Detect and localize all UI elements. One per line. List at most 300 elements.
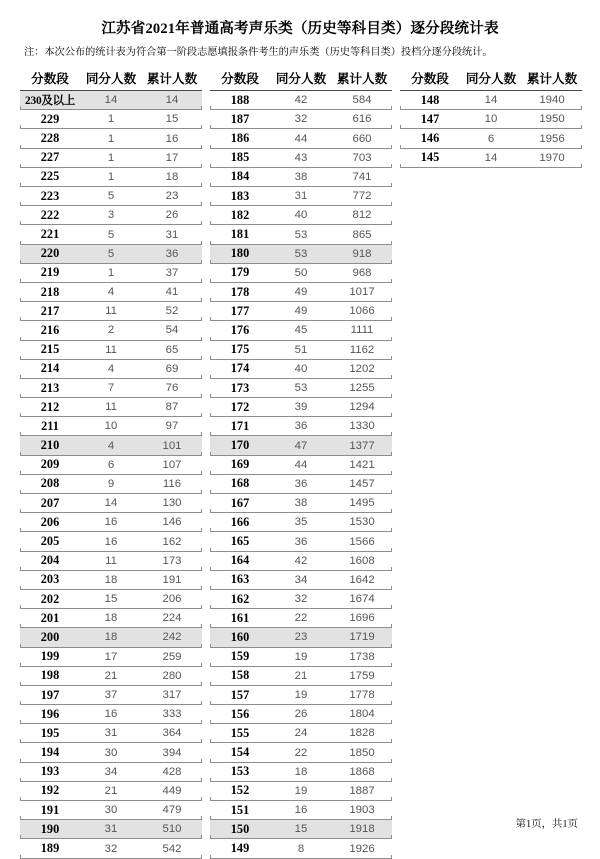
cell-same-score-count: 14: [484, 151, 498, 164]
table-row: [210, 513, 392, 532]
cell-cumulative-count: 97: [165, 420, 179, 433]
cell-same-score-count: 51: [294, 343, 308, 356]
cell-same-score-count: 6: [487, 132, 495, 145]
header-score-range: 分数段: [31, 72, 69, 87]
cell-cumulative-count: 18: [165, 170, 179, 183]
table-row: [20, 820, 202, 839]
cell-score-range: 201: [40, 610, 60, 625]
table-row: [20, 398, 202, 417]
table-row: [210, 820, 392, 839]
cell-score-range: 188: [230, 92, 250, 107]
cell-cumulative-count: 428: [162, 765, 182, 778]
table-row: [20, 91, 202, 110]
cell-score-range: 156: [230, 706, 250, 721]
cell-cumulative-count: 37: [165, 266, 179, 279]
cell-score-range: 197: [40, 687, 60, 702]
cell-score-range: 208: [40, 476, 60, 491]
header-same-score-count: 同分人数: [85, 72, 137, 87]
cell-cumulative-count: 1530: [349, 516, 375, 529]
cell-score-range: 190: [40, 821, 60, 836]
score-column-group: [206, 68, 396, 859]
table-row: [20, 782, 202, 801]
cell-cumulative-count: 1970: [539, 151, 565, 164]
cell-cumulative-count: 865: [352, 228, 372, 241]
table-row: [20, 149, 202, 168]
table-row: [210, 264, 392, 283]
cell-same-score-count: 22: [294, 746, 308, 759]
cell-same-score-count: 19: [294, 689, 308, 701]
cell-score-range: 210: [40, 438, 60, 453]
cell-same-score-count: 22: [294, 612, 308, 625]
table-row: [210, 360, 392, 379]
cell-score-range: 227: [40, 150, 60, 165]
cell-same-score-count: 53: [294, 382, 308, 394]
cell-same-score-count: 18: [104, 631, 118, 644]
cell-score-range: 178: [230, 284, 250, 299]
table-row: [20, 513, 202, 532]
cell-same-score-count: 11: [105, 343, 117, 356]
cell-score-range: 195: [40, 725, 60, 740]
cell-cumulative-count: 162: [162, 535, 182, 548]
cell-cumulative-count: 741: [352, 170, 372, 183]
cell-cumulative-count: 1377: [349, 439, 375, 452]
score-column-group: [396, 68, 586, 168]
cell-same-score-count: 9: [107, 477, 115, 490]
table-row: [20, 494, 202, 513]
table-row: [210, 341, 392, 360]
cell-score-range: 151: [230, 802, 250, 817]
cell-score-range: 160: [230, 629, 250, 644]
cell-same-score-count: 11: [105, 305, 117, 318]
cell-same-score-count: 21: [104, 669, 118, 682]
header-same-score-count: 同分人数: [465, 72, 517, 87]
table-row: [210, 494, 392, 513]
table-row: [400, 91, 582, 110]
cell-score-range: 179: [230, 265, 250, 280]
table-row: [20, 225, 202, 244]
cell-score-range: 191: [40, 802, 60, 817]
cell-cumulative-count: 394: [162, 746, 182, 759]
cell-same-score-count: 34: [104, 765, 118, 778]
cell-same-score-count: 43: [294, 151, 308, 164]
table-row: [210, 782, 392, 801]
cell-cumulative-count: 1887: [349, 784, 375, 797]
cell-same-score-count: 49: [294, 305, 308, 318]
table-row: [210, 206, 392, 225]
cell-cumulative-count: 1828: [349, 727, 375, 740]
table-row: [210, 302, 392, 321]
cell-score-range: 222: [40, 207, 60, 222]
cell-cumulative-count: 1850: [349, 746, 375, 759]
cell-same-score-count: 44: [294, 132, 308, 145]
header-score-range: 分数段: [221, 72, 259, 87]
column-header-row: [20, 68, 202, 91]
cell-score-range: 193: [40, 764, 60, 779]
table-row: [20, 110, 202, 129]
cell-score-range: 170: [230, 438, 250, 453]
cell-score-range: 171: [230, 418, 250, 433]
cell-score-range: 149: [230, 841, 250, 855]
cell-cumulative-count: 1674: [349, 593, 375, 606]
cell-score-range: 168: [230, 476, 250, 491]
cell-same-score-count: 18: [294, 765, 308, 778]
cell-score-range: 211: [41, 418, 59, 433]
cell-cumulative-count: 259: [162, 650, 182, 663]
score-rows: [210, 91, 392, 859]
cell-same-score-count: 1: [107, 151, 115, 164]
header-cumulative-count: 累计人数: [526, 72, 578, 87]
cell-score-range: 205: [40, 534, 60, 548]
table-row: [210, 686, 392, 705]
table-row: [210, 91, 392, 110]
cell-cumulative-count: 76: [165, 382, 179, 394]
cell-score-range: 174: [230, 361, 250, 376]
cell-cumulative-count: 1330: [349, 420, 375, 433]
cell-score-range: 216: [40, 322, 60, 337]
cell-score-range: 212: [40, 399, 60, 414]
cell-cumulative-count: 1642: [349, 573, 375, 586]
cell-cumulative-count: 1778: [349, 689, 375, 701]
cell-score-range: 214: [40, 361, 60, 376]
table-row: [210, 379, 392, 398]
cell-score-range: 213: [40, 380, 60, 395]
cell-score-range: 173: [230, 380, 250, 395]
cell-score-range: 153: [230, 764, 250, 779]
cell-same-score-count: 53: [294, 228, 308, 241]
cell-same-score-count: 3: [107, 209, 115, 222]
table-row: [20, 552, 202, 571]
cell-score-range: 172: [230, 399, 250, 414]
table-row: [210, 590, 392, 609]
table-row: [20, 187, 202, 206]
cell-same-score-count: 15: [104, 593, 118, 606]
cell-same-score-count: 4: [107, 286, 115, 299]
table-row: [20, 245, 202, 264]
table-row: [20, 206, 202, 225]
table-row: [20, 321, 202, 340]
cell-cumulative-count: 1566: [349, 535, 375, 548]
cell-same-score-count: 37: [104, 689, 118, 701]
cell-cumulative-count: 542: [162, 842, 182, 855]
cell-score-range: 206: [40, 514, 60, 529]
table-row: [20, 417, 202, 436]
cell-cumulative-count: 14: [165, 94, 179, 107]
table-row: [210, 187, 392, 206]
cell-score-range: 204: [40, 553, 60, 568]
table-row: [20, 436, 202, 455]
cell-same-score-count: 16: [294, 804, 308, 817]
cell-score-range: 155: [230, 725, 250, 740]
cell-score-range: 215: [40, 342, 60, 357]
table-row: [20, 724, 202, 743]
cell-score-range: 147: [420, 111, 440, 126]
table-row: [400, 149, 582, 168]
cell-score-range: 152: [230, 783, 250, 798]
cell-cumulative-count: 87: [165, 401, 179, 414]
table-row: [400, 110, 582, 129]
cell-same-score-count: 10: [484, 113, 498, 126]
cell-cumulative-count: 173: [162, 554, 182, 567]
cell-same-score-count: 26: [294, 708, 308, 721]
cell-cumulative-count: 812: [352, 209, 372, 222]
cell-score-range: 228: [40, 131, 60, 146]
cell-same-score-count: 14: [104, 94, 118, 107]
score-rows: [20, 91, 202, 859]
table-row: [20, 129, 202, 148]
table-row: [20, 571, 202, 590]
cell-cumulative-count: 31: [165, 228, 179, 241]
cell-score-range: 148: [420, 92, 440, 107]
cell-score-range: 165: [230, 534, 250, 548]
cell-same-score-count: 53: [294, 247, 308, 260]
table-row: [210, 110, 392, 129]
table-row: [20, 379, 202, 398]
cell-cumulative-count: 1421: [349, 458, 375, 471]
cell-cumulative-count: 101: [162, 439, 182, 452]
cell-score-range: 229: [40, 111, 60, 126]
cell-score-range: 145: [420, 150, 440, 165]
cell-same-score-count: 18: [104, 612, 118, 625]
cell-cumulative-count: 41: [165, 286, 179, 299]
cell-score-range: 159: [230, 649, 250, 664]
cell-cumulative-count: 1066: [349, 305, 375, 318]
column-header-row: [210, 68, 392, 91]
cell-cumulative-count: 317: [162, 689, 182, 701]
cell-cumulative-count: 1956: [539, 132, 565, 145]
cell-same-score-count: 8: [297, 842, 305, 855]
cell-same-score-count: 5: [107, 247, 115, 260]
table-row: [20, 590, 202, 609]
cell-same-score-count: 35: [294, 516, 308, 529]
cell-cumulative-count: 15: [165, 113, 179, 126]
table-row: [400, 129, 582, 148]
table-row: [210, 321, 392, 340]
header-score-range: 分数段: [411, 72, 449, 87]
cell-score-range: 161: [230, 610, 250, 625]
cell-cumulative-count: 1804: [349, 708, 375, 721]
cell-score-range: 209: [40, 457, 60, 472]
cell-cumulative-count: 69: [165, 362, 179, 375]
cell-same-score-count: 5: [107, 228, 115, 241]
table-row: [210, 648, 392, 667]
cell-cumulative-count: 116: [162, 477, 182, 490]
cell-cumulative-count: 1940: [539, 94, 565, 107]
cell-score-range: 176: [230, 322, 250, 337]
cell-cumulative-count: 36: [165, 247, 179, 260]
table-row: [20, 801, 202, 820]
table-row: [210, 571, 392, 590]
cell-score-range: 180: [230, 246, 250, 261]
table-row: [210, 149, 392, 168]
table-row: [210, 417, 392, 436]
cell-cumulative-count: 65: [165, 343, 179, 356]
cell-score-range: 175: [230, 342, 250, 357]
cell-same-score-count: 1: [107, 266, 115, 279]
cell-score-range: 181: [230, 227, 250, 241]
cell-cumulative-count: 449: [162, 784, 182, 797]
cell-cumulative-count: 510: [162, 823, 182, 836]
table-row: [210, 609, 392, 628]
cell-same-score-count: 32: [294, 593, 308, 606]
header-same-score-count: 同分人数: [275, 72, 327, 87]
cell-same-score-count: 31: [104, 727, 118, 740]
cell-score-range: 194: [40, 745, 60, 760]
cell-same-score-count: 17: [104, 650, 118, 663]
cell-same-score-count: 11: [105, 554, 117, 567]
table-row: [20, 743, 202, 762]
table-row: [20, 667, 202, 686]
cell-cumulative-count: 146: [162, 516, 182, 529]
cell-cumulative-count: 1111: [350, 324, 374, 337]
table-row: [20, 686, 202, 705]
cell-cumulative-count: 191: [162, 573, 182, 586]
cell-same-score-count: 16: [104, 516, 118, 529]
cell-same-score-count: 10: [104, 420, 118, 433]
table-row: [20, 456, 202, 475]
table-row: [20, 532, 202, 551]
cell-same-score-count: 19: [294, 650, 308, 663]
cell-score-range: 203: [40, 572, 60, 587]
cell-same-score-count: 38: [294, 497, 308, 510]
cell-cumulative-count: 968: [352, 266, 372, 279]
cell-same-score-count: 19: [294, 784, 308, 797]
cell-score-range: 162: [230, 591, 250, 606]
cell-cumulative-count: 23: [165, 190, 179, 203]
cell-same-score-count: 49: [294, 286, 308, 299]
cell-cumulative-count: 660: [352, 132, 372, 145]
cell-same-score-count: 4: [107, 362, 115, 375]
cell-same-score-count: 21: [104, 784, 118, 797]
cell-same-score-count: 21: [294, 669, 308, 682]
table-row: [210, 763, 392, 782]
page-title: 江苏省2021年普通高考声乐类（历史等科目类）逐分段统计表: [101, 21, 499, 37]
table-row: [210, 705, 392, 724]
cell-same-score-count: 6: [107, 458, 115, 471]
cell-cumulative-count: 584: [352, 94, 372, 107]
cell-same-score-count: 31: [104, 823, 118, 836]
cell-score-range: 202: [40, 591, 60, 606]
table-row: [210, 129, 392, 148]
table-row: [210, 839, 392, 858]
cell-score-range: 221: [40, 227, 60, 241]
cell-same-score-count: 32: [104, 842, 118, 855]
cell-same-score-count: 14: [484, 94, 498, 107]
cell-same-score-count: 45: [294, 324, 308, 337]
cell-same-score-count: 16: [104, 708, 118, 721]
cell-score-range: 230及以上: [24, 95, 76, 108]
cell-score-range: 189: [40, 841, 60, 855]
cell-score-range: 218: [40, 284, 60, 299]
table-row: [210, 628, 392, 647]
cell-same-score-count: 32: [294, 113, 308, 126]
cell-cumulative-count: 1495: [349, 497, 375, 510]
cell-cumulative-count: 130: [162, 497, 182, 510]
cell-same-score-count: 24: [294, 727, 308, 740]
cell-same-score-count: 36: [294, 420, 308, 433]
cell-score-range: 186: [230, 131, 250, 146]
cell-score-range: 185: [230, 150, 250, 165]
cell-score-range: 220: [40, 246, 60, 261]
cell-same-score-count: 2: [107, 324, 115, 337]
table-row: [20, 763, 202, 782]
cell-same-score-count: 44: [294, 458, 308, 471]
cell-cumulative-count: 1918: [349, 823, 375, 836]
cell-same-score-count: 38: [294, 170, 308, 183]
table-row: [210, 724, 392, 743]
cell-same-score-count: 4: [107, 439, 115, 452]
cell-cumulative-count: 1759: [349, 669, 375, 682]
cell-cumulative-count: 280: [162, 669, 182, 682]
cell-same-score-count: 7: [107, 382, 115, 394]
table-row: [20, 168, 202, 187]
score-table-columns: [0, 59, 600, 859]
column-header-row: [400, 68, 582, 91]
cell-same-score-count: 50: [294, 266, 308, 279]
cell-cumulative-count: 1202: [349, 362, 375, 375]
cell-same-score-count: 1: [107, 170, 115, 183]
cell-score-range: 192: [40, 783, 60, 798]
table-row: [210, 801, 392, 820]
cell-same-score-count: 47: [294, 439, 308, 452]
cell-same-score-count: 36: [294, 535, 308, 548]
cell-same-score-count: 1: [107, 113, 115, 126]
cell-score-range: 183: [230, 188, 250, 203]
table-row: [210, 436, 392, 455]
cell-same-score-count: 42: [294, 94, 308, 107]
cell-score-range: 167: [230, 495, 250, 510]
table-row: [210, 667, 392, 686]
cell-cumulative-count: 107: [162, 458, 182, 471]
cell-same-score-count: 16: [104, 535, 118, 548]
table-row: [20, 648, 202, 667]
table-row: [20, 705, 202, 724]
header-cumulative-count: 累计人数: [336, 72, 388, 87]
cell-cumulative-count: 17: [165, 151, 179, 164]
score-column-group: [16, 68, 206, 859]
cell-cumulative-count: 1719: [349, 631, 375, 644]
cell-cumulative-count: 1608: [349, 554, 375, 567]
cell-same-score-count: 30: [104, 804, 118, 817]
cell-cumulative-count: 1255: [349, 382, 375, 394]
cell-cumulative-count: 52: [165, 305, 179, 318]
table-note: 注：本次公布的统计表为符合第一阶段志愿填报条件考生的声乐类（历史等科目类）投档分逐分段统计。: [24, 46, 493, 58]
table-row: [210, 245, 392, 264]
cell-score-range: 163: [230, 572, 250, 587]
cell-score-range: 196: [40, 706, 60, 721]
cell-same-score-count: 18: [104, 573, 118, 586]
cell-cumulative-count: 364: [162, 727, 182, 740]
table-row: [210, 168, 392, 187]
cell-cumulative-count: 54: [165, 324, 179, 337]
table-row: [210, 398, 392, 417]
table-row: [210, 743, 392, 762]
cell-score-range: 223: [40, 188, 60, 203]
table-row: [210, 283, 392, 302]
cell-same-score-count: 39: [294, 401, 308, 414]
cell-cumulative-count: 16: [165, 132, 179, 145]
table-row: [20, 341, 202, 360]
table-row: [210, 475, 392, 494]
table-row: [210, 456, 392, 475]
cell-cumulative-count: 1868: [349, 765, 375, 778]
table-row: [20, 302, 202, 321]
table-row: [20, 628, 202, 647]
cell-cumulative-count: 1926: [349, 842, 375, 855]
table-row: [20, 264, 202, 283]
table-row: [210, 552, 392, 571]
cell-cumulative-count: 703: [352, 151, 372, 164]
cell-same-score-count: 15: [294, 823, 308, 836]
